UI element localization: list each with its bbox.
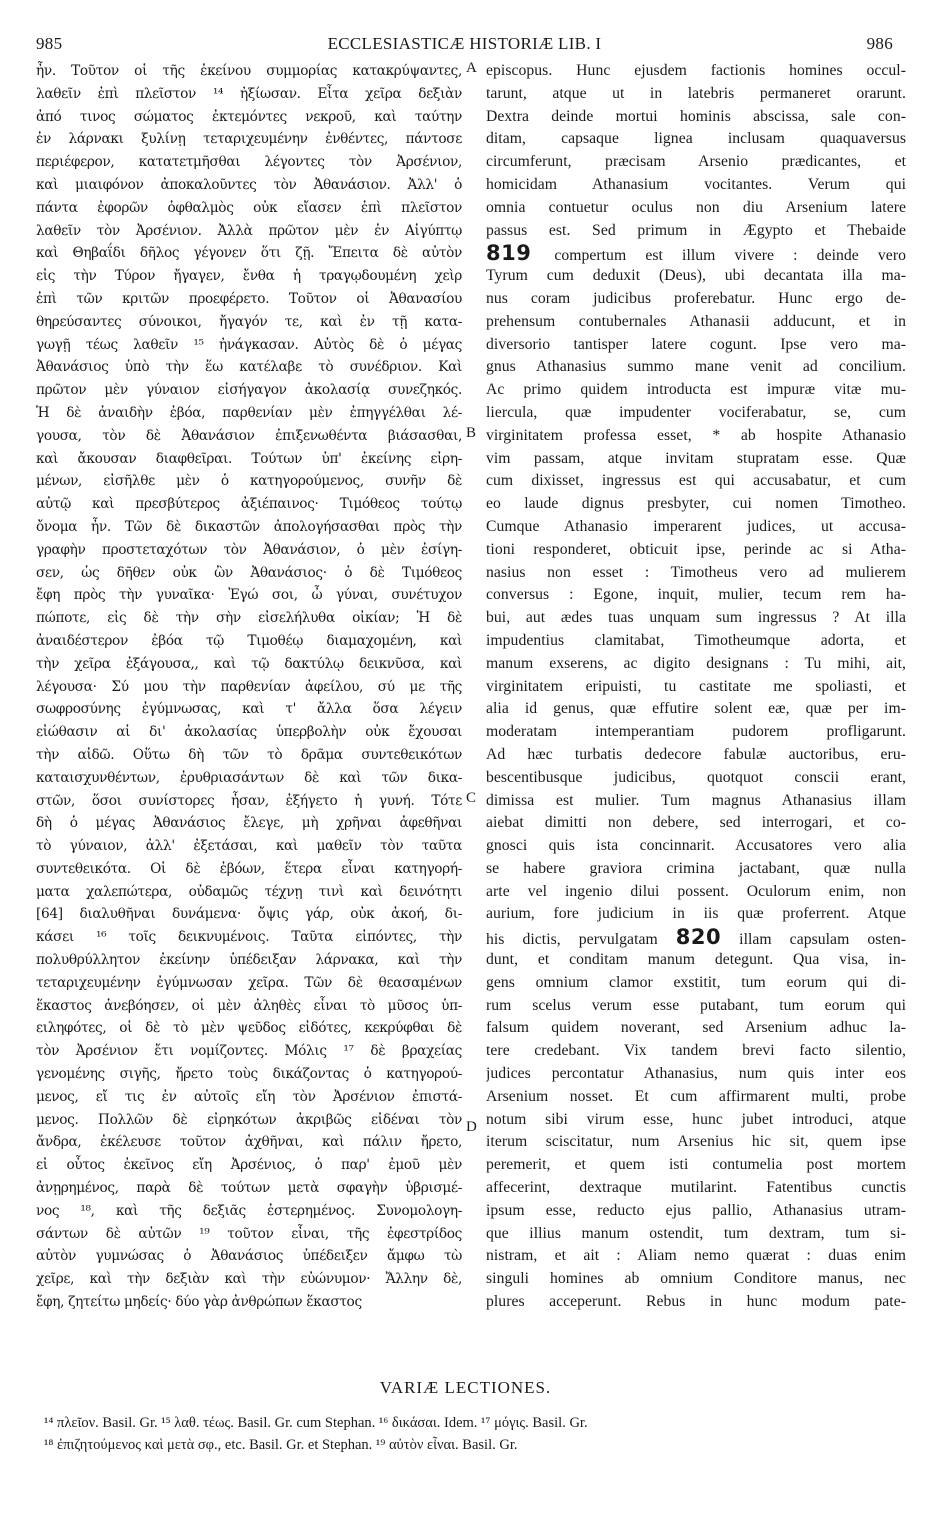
latin-text-line: bescentibusque judicibus, quotquot conscii erant, [486,768,906,786]
latin-text-line: nistram, et ait : Aliam nemo quærat : duas enim [486,1247,906,1265]
greek-text-line: ἕκαστος ἀνεβόησεν, οἱ μὲν ἀληθὲς εἶναι τὸ μῦσος ὑπ- [36,997,462,1014]
greek-text-line: τὸ γύναιον, ἀλλ' ἐξετάσαι, καὶ μαθεῖν τὸν ταῦτα [36,838,462,855]
latin-text-line: judices percontatur Athanasius, num quis inter eos [486,1065,906,1083]
greek-text-line: πώποτε, εἰς δὲ τὴν σὴν εἰσελήλυθα οἰκίαν; Ἡ δὲ [36,610,462,627]
latin-text-line: manum exserens, ac digito designans : Tu mihi, ait, [486,654,906,672]
latin-text-line: homicidam Athanasium vocitantes. Verum qui [486,175,906,193]
greek-text-line: ἄνδρα, ἐκέλευσε τοῦτον ἀχθῆναι, καὶ πάλιν ἤρετο, [36,1134,462,1151]
latin-text-line: singuli homines ab omnium Conditore manus, nec [486,1270,906,1288]
greek-text-line: [64] διαλυθῆναι δυνάμενα· ὄψις γάρ, οὐκ ἀκοή, δι- [36,906,462,923]
greek-text-line: μενος, εἴ τις ἐν αὐτοῖς εἴη τὸν Ἀρσένιον ἐπιστά- [36,1088,462,1105]
greek-text-line: ἔφη πρὸς τὴν γυναῖκα· Ἐγώ σοι, ὦ γύναι, συνέτυχον [36,587,462,604]
greek-text-line: αὐτῷ καὶ πρεσβύτερος ἀξιέπαινος· Τιμόθεος τούτῳ [36,496,462,513]
latin-text-line: virginitatem professa esset, * ab hospite Athanasio [486,426,906,444]
margin-letter-b: B [466,425,477,441]
greek-text-line: εἰς τὴν Τύρον ἤγαγεν, ἔνθα ἡ τραγῳδουμένη χεὶρ [36,268,462,285]
latin-text-line: bui, aut ædes tuas unquam sum ingressus ? At illa [486,609,906,627]
latin-text-line: dimissa est mulier. Tum magnus Athanasius illam [486,791,906,809]
greek-text-line: τὴν αἰδῶ. Οὕτω δὴ τῶν τὸ δρᾶμα συντεθεικότων [36,746,462,763]
latin-text-line: Cumque Athanasio imperarent judices, ut accusa- [486,517,906,535]
column-number-marker: 819 [486,242,555,266]
running-title: ECCLESIASTICÆ HISTORIÆ LIB. I [327,34,602,53]
greek-text-line: πρῶτον μὲν γύναιον εἰσήγαγον ἀκολασίᾳ συνεζηκός. [36,382,462,399]
latin-text-line: tere credebant. Vix tandem brevi facto silentio, [486,1042,906,1060]
latin-text-line: ditam, capsaque lignea inclusam quaquaversus [486,130,906,148]
latin-text-line: conversus : Egone, inquit, mulier, tecum rem ha- [486,586,906,604]
latin-text-line: his dictis, pervulgatam 820 illam capsulam osten- [486,926,906,950]
greek-text-line: Ἡ δὲ ἀναιδὴν ἐβόα, παρθενίαν μὲν ἐπηγγέλθαι λέ- [36,404,462,421]
latin-text-line: plures acceperunt. Rebus in hunc modum pate- [486,1293,906,1311]
greek-text-line: καὶ Θηβαΐδι δῆλος γέγονεν ὅτι ζῇ. Ἔπειτα δὲ αὐτὸν [36,245,462,262]
greek-text-line: ἐπὶ τῶν κριτῶν προεφέρετο. Τοῦτον οἱ Ἀθανασίου [36,290,462,307]
greek-text-line: ἦν. Τοῦτον οἱ τῆς ἐκείνου συμμορίας κατακρύψαντες, [36,63,462,79]
latin-text-line: prehensum contubernales Athanasii adducunt, et in [486,312,906,330]
greek-text-line: Ἀθανάσιος ὑπὸ τὴν ἕω κατέλαβε τὸ συνέδριον. Καὶ [36,359,462,376]
greek-text-line: δὴ ὁ μέγας Ἀθανάσιος ἔλεγε, μὴ χρῆναι ἀφεθῆναι [36,815,462,832]
greek-text-line: λαθεῖν ἐπὶ πλεῖστον ¹⁴ ἠξίωσαν. Εἶτα χεῖρα δεξιὰν [36,85,462,102]
latin-text-line: 819 compertum est illum vivere : deinde vero [486,242,906,266]
greek-text-column [36,60,462,1314]
latin-text-line: gnosci quis ista concinnarit. Accusatores vero alia [486,837,906,855]
greek-text-line: πάντα ἐφορῶν ὀφθαλμὸς οὐκ εἴασεν ἐπὶ πλεῖστον [36,199,462,216]
latin-text-line: Tyrum cum deduxit (Deus), ubi decantata illa ma- [486,267,906,285]
latin-text-line: rum scelus verum esse putabant, tum eorum qui [486,996,906,1014]
page-number-left: 985 [36,34,63,53]
greek-text-line: ὄνομα ἦν. Τῶν δὲ δικαστῶν ἀπολογήσασθαι πρὸς τὴν [36,518,462,535]
margin-letter-d: D [466,1119,477,1135]
latin-text-line: circumferunt, præcisam Arsenio prædicantes, et [486,153,906,171]
latin-text-column [486,60,906,1314]
greek-text-line: τὴν χεῖρα ἐξάγουσα,, καὶ τῷ δακτύλῳ δεικνῦσα, καὶ [36,655,462,672]
greek-text-line: εἰ οὗτος ἐκεῖνος εἴη Ἀρσένιος, ὁ παρ' ἐμοῦ μὲν [36,1157,462,1174]
latin-text-line: virginitatem eripuisti, tu castitate me spoliasti, et [486,677,906,695]
greek-text-line: περιέφερον, κατατετμῆσθαι λέγοντες τὸν Ἀρσένιον, [36,154,462,171]
latin-text-line: gnus Athanasius summo mane venit ad concilium. [486,358,906,376]
margin-letter-c: C [466,790,477,806]
latin-text-line: passus est. Sed primum in Ægypto et Thebaide [486,221,906,239]
greek-text-line: καὶ ἄκουσαν διαφθεῖραι. Τούτων ὑπ' ἐκείνης εἰρη- [36,450,462,467]
greek-text-line: εἰώθασιν αἱ δι' ἀκολασίας ὑπερβολὴν οὐκ ἔχουσαι [36,724,462,741]
latin-text-line: alia id genus, quæ effutire solent eæ, quæ per im- [486,700,906,718]
greek-text-line: γενομένης σιγῆς, ἤρετο τοὺς δικάζοντας ὁ κατηγορού- [36,1066,462,1083]
latin-text-line: Ac primo quidem introducta est impuræ vitæ mu- [486,381,906,399]
latin-text-line: nasius non esset : Timotheus vero ad mulierem [486,563,906,581]
greek-text-line: ἐν λάρνακι ξυλίνῃ τεταριχευμένην ἐνθέντες, πάντοσε [36,131,462,148]
greek-text-line: τὸν Ἀρσένιον ἔτι νομίζοντες. Μόλις ¹⁷ δὲ βραχείας [36,1043,462,1060]
greek-text-line: ἀπό τινος σώματος ἐκτεμόντες νεκροῦ, καὶ ταύτην [36,108,462,125]
latin-text-line: Arsenium nosset. Et cum affirmarent multi, probe [486,1087,906,1105]
greek-text-line: κάσει ¹⁶ τοῖς δεικνυμένοις. Ταῦτα εἰπόντες, τὴν [36,929,462,946]
greek-text-line: λαθεῖν τὸν Ἀρσένιον. Ἀλλὰ πρῶτον μὲν ἐν Αἰγύπτῳ [36,222,462,239]
latin-text-line: arte vel ingenio dilui possent. Oculorum enim, non [486,882,906,900]
latin-text-line: falsum quidem noverant, sed Arsenium adhuc la- [486,1019,906,1037]
latin-text-line: que illius manum ostendit, tum dextram, tum si- [486,1224,906,1242]
greek-text-line: στῶν, ὅσοι συνίστορες ἦσαν, ἐξήγετο ἡ γυνή. Τότε [36,792,462,809]
greek-text-line: σάντων δὲ αὐτῶν ¹⁹ τοῦτον εἶναι, τῆς ἐφεστρίδος [36,1225,462,1242]
variant-readings-line: ¹⁸ ἐπιζητούμενος καὶ μετὰ σφ., etc. Basil. Gr. et Stephan. ¹⁹ αὐτὸν εἶναι. Basil. Gr. [44,1437,518,1453]
latin-text-line: ipsum esse, reducto ejus pallio, Athanasius utram- [486,1201,906,1219]
greek-text-line: χεῖρε, καὶ τὴν δεξιὰν καὶ τὴν εὐώνυμον· Ἄλλην δὲ, [36,1271,462,1288]
greek-text-line: γωγῇ τέως λαθεῖν ¹⁵ ἠνάγκασαν. Αὐτὸς δὲ ὁ μέγας [36,336,462,353]
greek-text-line: συντεθεικότα. Οἱ δὲ ἐβόων, ἕτερα εἶναι κατηγορή- [36,860,462,877]
greek-text-line: γουσα, τὸν δὲ Ἀθανάσιον ἐπιξενωθέντα βιάσασθαι, [36,427,462,444]
latin-text-line: iterum sciscitatur, num Arsenius hic sit, quem ipse [486,1133,906,1151]
greek-text-line: σωφροσύνης ἐγύμνωσας, καὶ τ' ἄλλα ὅσα λέγειν [36,701,462,718]
greek-text-line: τεταριχευμένην ἐγύμνωσαν χεῖρα. Τῶν δὲ θεασαμένων [36,974,462,991]
variant-readings-line: ¹⁴ πλεῖον. Basil. Gr. ¹⁵ λαθ. τέως. Basil. Gr. cum Stephan. ¹⁶ δικάσαι. Idem. ¹⁷ μόγις. Basil. Gr. [44,1415,588,1431]
greek-text-line: πολυθρύλλητον ἐκείνην ὑπέδειξαν λάρνακα, καὶ τὴν [36,952,462,969]
latin-text-line: notum sibi virum esse, hunc jubet introduci, atque [486,1110,906,1128]
column-number-marker: 820 [675,926,722,950]
latin-text-line: affecerint, dextraque mutilarint. Fatentibus cunctis [486,1179,906,1197]
greek-text-line: ματα χαλεπώτερα, οὐδαμῶς τέχνῃ τινὶ καὶ δεινότητι [36,883,462,900]
latin-text-line: liercula, quæ impudenter vociferabatur, se, cum [486,403,906,421]
latin-text-line: peremerit, et quem isti contumelia post mortem [486,1156,906,1174]
page-number-right: 986 [866,34,893,53]
greek-text-line: μενος. Πολλῶν δὲ εἰρηκότων ἀκριβῶς εἰδέναι τὸν [36,1111,462,1128]
latin-text-line: diversorio tantisper latere cogunt. Ipse vero ma- [486,335,906,353]
greek-text-line: ἀνῃρημένος, παρὰ δὲ τούτων μετὰ σφαγὴν ὑβρισμέ- [36,1180,462,1197]
greek-text-line: καταισχυνθέντων, ἐρυθριασάντων δὲ καὶ τῶν δικα- [36,769,462,786]
variae-lectiones-title: VARIÆ LECTIONES. [379,1378,552,1397]
latin-text-line: dunt, et conditam manum detegunt. Qua visa, in- [486,951,906,969]
greek-text-line: μένων, εἰσῆλθε μὲν ὁ κατηγορούμενος, συνῆν δὲ [36,473,462,490]
variae-lectiones [44,1412,901,1456]
latin-text-line: tarunt, atque ut in latebris permaneret orarunt. [486,84,906,102]
latin-text-line: impudentius clamitabat, Timotheumque adorta, et [486,631,906,649]
latin-text-line: eo laude dignus presbyter, cui nomen Timotheo. [486,495,906,513]
greek-text-line: καὶ μιαιφόνον ἀποκαλοῦντες τὸν Ἀθανάσιον. Ἀλλ' ὁ [36,176,462,193]
latin-text-line: Ad hæc turbatis dedecore fabulæ auctoribus, eru- [486,745,906,763]
latin-text-line: gens omnium clamor exstitit, tum eorum qui di- [486,973,906,991]
greek-text-line: ειληφότες, οἱ δὲ τὸ μὲν ψεῦδος εἰδότες, κεκρύφθαι δὲ [36,1020,462,1037]
margin-letter-a: A [466,60,477,76]
latin-text-line: Dextra deinde mortui hominis abscissa, sale con- [486,107,906,125]
greek-text-line: αὐτὸν γυμνώσας ὁ Ἀθανάσιος ὑπέδειξεν ἄμφω τὼ [36,1248,462,1265]
latin-text-line: aiebat dimitti non debere, sed interrogari, et co- [486,814,906,832]
latin-text-line: cum dixisset, ingressus est qui accusabatur, et cum [486,472,906,490]
latin-text-line: vim passam, atque invitam stupratam esse. Quæ [486,449,906,467]
greek-text-line: θηρεύσαντες σύνοικοι, ἤγαγόν τε, καὶ ἐν τῇ κατα- [36,313,462,330]
running-head [36,34,893,56]
latin-text-line: moderatam intemperantiam pudorem profligarunt. [486,723,906,741]
greek-text-line: σεν, ὡς δῆθεν οὐκ ὢν Ἀθανάσιος· ὁ δὲ Τιμόθεος [36,564,462,581]
latin-text-line: episcopus. Hunc ejusdem factionis homines occul- [486,62,906,79]
latin-text-line: aurium, fore judicium in iis quæ proferrent. Atque [486,905,906,923]
greek-text-line: ἔφη, ζητείτω μηδείς· δύο γὰρ ἀνθρώπων ἕκαστος [36,1294,362,1311]
latin-text-line: nus coram judicibus proferebatur. Hunc ergo de- [486,289,906,307]
latin-text-line: omnia contuetur oculus non diu Arsenium latere [486,198,906,216]
greek-text-line: νος ¹⁸, καὶ τῆς δεξιᾶς ἐστερημένος. Συνομολογη- [36,1202,462,1219]
latin-text-line: tioni responderet, obticuit ipse, perinde ac si Atha- [486,540,906,558]
greek-text-line: ἀναιδέστερον ἐβόα τῷ Τιμοθέῳ διαμαχομένη, καὶ [36,632,462,649]
latin-text-line: se habere graviora crimina jactabant, quæ nulla [486,859,906,877]
greek-text-line: γραφὴν προστεταχότων τὸν Ἀθανάσιον, ὁ μὲν ἐσίγη- [36,541,462,558]
greek-text-line: λέγουσα· Σύ μου τὴν παρθενίαν ἀφείλου, σύ με τῆς [36,678,462,695]
